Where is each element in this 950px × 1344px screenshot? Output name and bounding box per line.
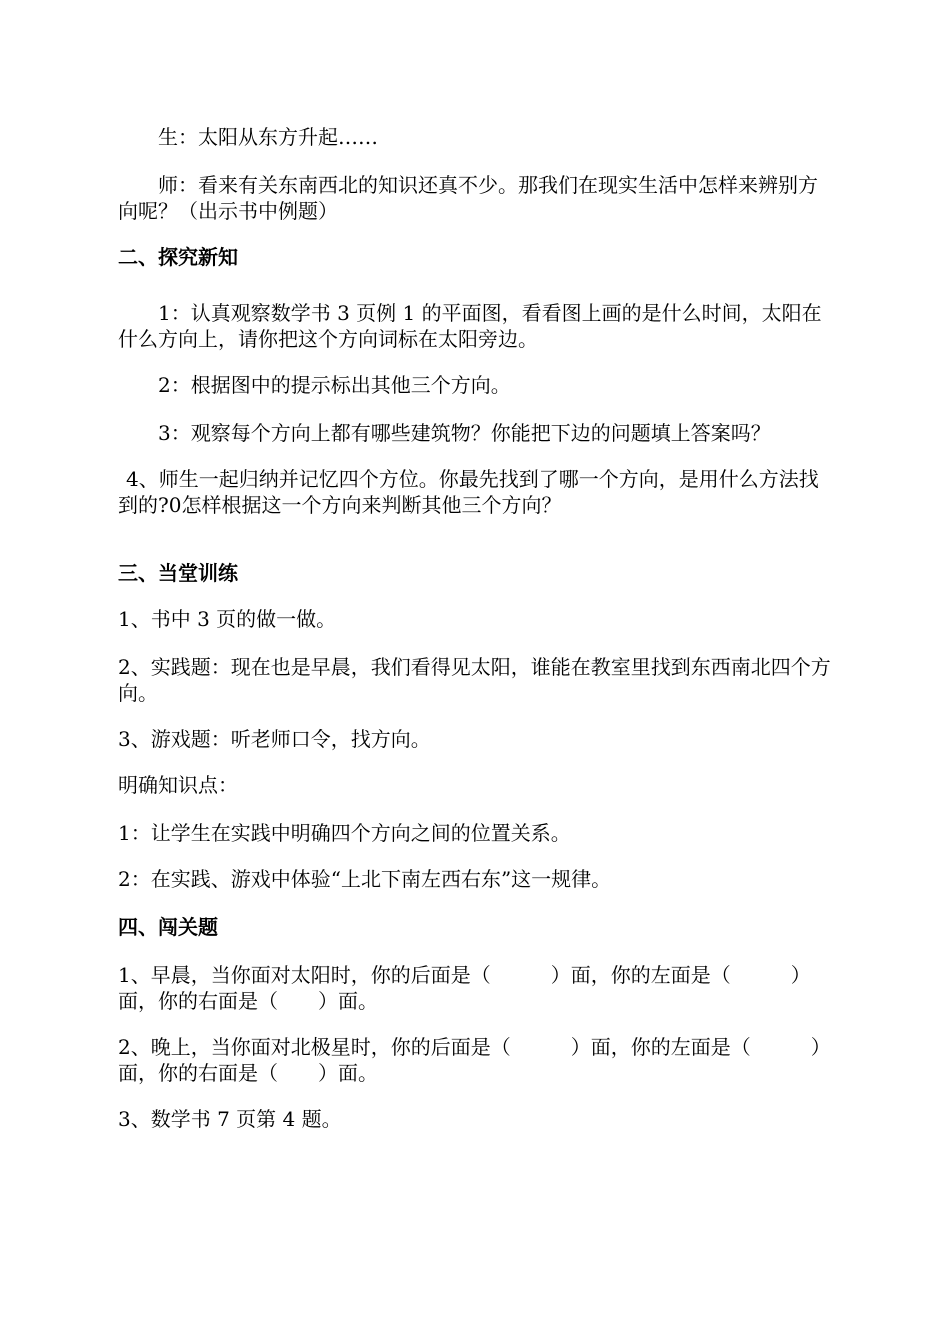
- section-heading-explore: 二、探究新知: [118, 245, 238, 269]
- practice-item-1: 1、书中 3 页的做一做。: [118, 607, 337, 631]
- practice-item-3: 3、游戏题：听老师口令，找方向。: [118, 727, 431, 751]
- practice-item-2: 2、实践题：现在也是早晨，我们看得见太阳，谁能在教室里找到东西南北四个方向。: [118, 655, 831, 705]
- challenge-item-2: 2、晚上，当你面对北极星时，你的后面是（ ）面，你的左面是（ ）面，你的右面是（ ）面。: [118, 1035, 831, 1085]
- dialogue-student: 生：太阳从东方升起……: [158, 125, 378, 149]
- explore-item-1: 1：认真观察数学书 3 页例 1 的平面图，看看图上画的是什么时间，太阳在什么方向上，请你把这个方向词标在太阳旁边。: [118, 301, 822, 351]
- challenge-item-3: 3、数学书 7 页第 4 题。: [118, 1107, 342, 1131]
- section-heading-challenge: 四、闯关题: [118, 915, 218, 939]
- explore-item-4: 4、师生一起归纳并记忆四个方位。你最先找到了哪一个方向，是用什么方法找到的?0怎样根据这一个方向来判断其他三个方向？: [118, 467, 819, 517]
- knowledge-points-label: 明确知识点：: [118, 773, 238, 797]
- knowledge-point-1: 1：让学生在实践中明确四个方向之间的位置关系。: [118, 821, 571, 845]
- explore-item-3: 3：观察每个方向上都有哪些建筑物？你能把下边的问题填上答案吗？: [158, 421, 771, 445]
- challenge-item-1: 1、早晨，当你面对太阳时，你的后面是（ ）面，你的左面是（ ）面，你的右面是（ ）面。: [118, 963, 811, 1013]
- explore-item-2: 2：根据图中的提示标出其他三个方向。: [158, 373, 511, 397]
- knowledge-point-2: 2：在实践、游戏中体验“上北下南左西右东”这一规律。: [118, 867, 612, 891]
- dialogue-teacher: 师：看来有关东南西北的知识还真不少。那我们在现实生活中怎样来辨别方向呢？（出示书中例题）: [118, 173, 818, 223]
- section-heading-practice: 三、当堂训练: [118, 561, 238, 585]
